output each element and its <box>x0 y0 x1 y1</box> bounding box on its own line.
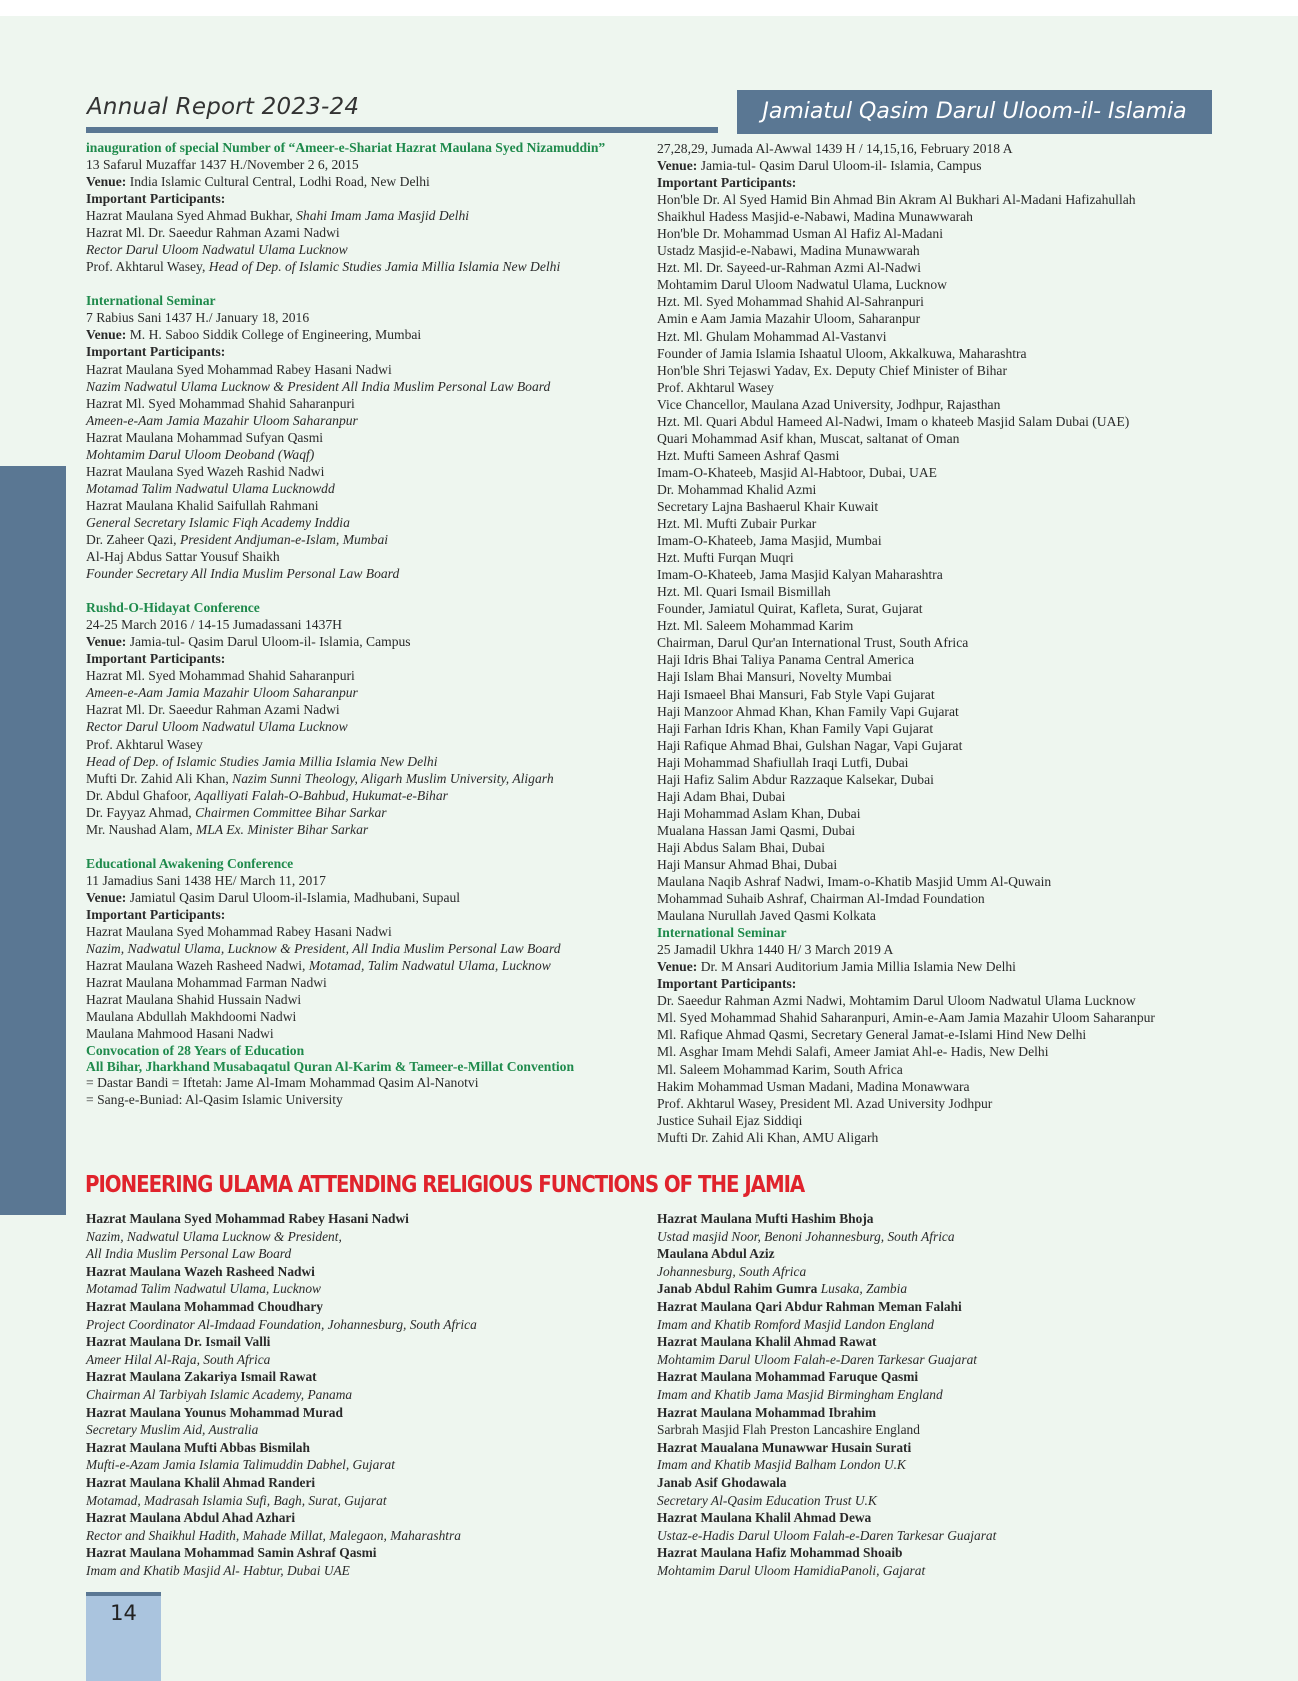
scholar-name: Hazrat Maulana Hafiz Mohammad Shoaib <box>657 1545 903 1561</box>
participant-line: Haji Mohammad Aslam Khan, Dubai <box>657 805 861 821</box>
participant-line: Haji Adam Bhai, Dubai <box>657 788 786 804</box>
participant <box>86 787 646 804</box>
participant-line: Hzt. Ml. Saleem Mohammad Karim <box>657 618 854 634</box>
participant-line: Maulana Naqib Ashraf Nadwi, Imam-o-Khatib Masjid Umm Al-Quwain <box>657 874 1052 890</box>
convocation-title: Convocation of 28 Years of Education <box>86 1043 305 1059</box>
participant-role: Nazim Sunni Theology, Aligarh Muslim University, Aligarh <box>232 770 554 786</box>
scholar-name: Hazrat Maulana Dr. Ismail Valli <box>86 1334 271 1350</box>
participant-line: Haji Idris Bhai Taliya Panama Central America <box>657 652 914 668</box>
participant-name: Hazrat Maulana Wazeh Rasheed Nadwi, <box>86 958 309 974</box>
scholar-role: Imam and Khatib Romford Masjid Landon England <box>657 1316 934 1332</box>
participant-name: Hazrat Ml. Dr. Saeedur Rahman Azami Nadwi <box>86 702 340 718</box>
participant-line: Shaikhul Hadess Masjid-e-Nabawi, Madina Munawwarah <box>657 209 973 225</box>
participants-label: Important Participants: <box>86 191 226 207</box>
event-title: Rushd-O-Hidayat Conference <box>86 600 260 616</box>
participant-role: Shahi Imam Jama Masjid Delhi <box>296 208 470 224</box>
participant-line: Haji Farhan Idris Khan, Khan Family Vapi Gujarat <box>657 720 934 736</box>
participants-label: Important Participants: <box>657 175 797 191</box>
participant-line: Haji Mohammad Shafiullah Iraqi Lutfi, Dubai <box>657 754 909 770</box>
participant-line: Hzt. Ml. Quari Abdul Hameed Al-Nadwi, Imam o khateeb Masjid Salam Dubai (UAE) <box>657 413 1130 429</box>
scholar-role: Mohtamim Darul Uloom Falah-e-Daren Tarkesar Guajarat <box>657 1351 978 1367</box>
venue-text: Dr. M Ansari Auditorium Jamia Millia Islamia New Delhi <box>700 959 1016 975</box>
participant-role: Ameen-e-Aam Jamia Mazahir Uloom Saharanpur <box>86 412 358 428</box>
scholar-name: Hazrat Maulana Khalil Ahmad Rawat <box>657 1334 877 1350</box>
participant-line: Quari Mohammad Asif khan, Muscat, saltanat of Oman <box>657 430 960 446</box>
participant-role: President Andjuman-e-Islam, Mumbai <box>179 531 389 547</box>
scholar-name: Hazrat Maulana Wazeh Rasheed Nadwi <box>86 1263 315 1279</box>
participant-line: Hon'ble Dr. Al Syed Hamid Bin Ahmad Bin Akram Al Bukhari Al-Madani Hafizahullah <box>657 192 1136 208</box>
institution-banner: Jamiatul Qasim Darul Uloom-il- Islamia <box>737 90 1212 134</box>
participant-line: Hakim Mohammad Usman Madani, Madina Monawwara <box>657 1078 970 1094</box>
participant-line: Haji Islam Bhai Mansuri, Novelty Mumbai <box>657 669 892 685</box>
scholar-name: Hazrat Maulana Mufti Abbas Bismilah <box>86 1439 310 1455</box>
spacer <box>86 275 646 292</box>
scholar-role: Ustad masjid Noor, Benoni Johannesburg, South Africa <box>657 1228 955 1244</box>
event-date: 11 Jamadius Sani 1438 HE/ March 11, 2017 <box>86 872 326 888</box>
event-venue <box>657 958 1257 975</box>
participant-line: Maulana Nurullah Javed Qasmi Kolkata <box>657 908 876 924</box>
participant-line: Haji Ismaeel Bhai Mansuri, Fab Style Vapi Gujarat <box>657 686 935 702</box>
scholar-role: Imam and Khatib Jama Masjid Birmingham England <box>657 1386 943 1402</box>
participant-line: Ml. Saleem Mohammad Karim, South Africa <box>657 1061 903 1077</box>
venue-label: Venue: <box>657 959 698 975</box>
participant <box>86 957 646 974</box>
scholar-name: Hazrat Maulana Mohammad Choudhary <box>86 1298 323 1314</box>
participant-name: Hazrat Maulana Mohammad Farman Nadwi <box>86 975 327 991</box>
participant-name: Dr. Abdul Ghafoor, <box>86 787 195 803</box>
left-column <box>86 140 646 1108</box>
participant-line: Ustadz Masjid-e-Nabawi, Madina Munawwarah <box>657 243 920 259</box>
participant-role: MLA Ex. Minister Bihar Sarkar <box>195 821 369 837</box>
participant-role: Nazim, Nadwatul Ulama, Lucknow & President, All India Muslim Personal Law Board <box>86 941 561 957</box>
sang-e-buniad-note: = Sang-e-Buniad: Al-Qasim Islamic University <box>86 1092 343 1108</box>
participant-line: Mufti Dr. Zahid Ali Khan, AMU Aligarh <box>657 1129 879 1145</box>
participant-line: Chairman, Darul Qur'an International Trust, South Africa <box>657 635 969 651</box>
right-column <box>657 140 1257 1146</box>
participant-name: Hazrat Maulana Khalid Saifullah Rahmani <box>86 497 319 513</box>
participant <box>86 207 646 224</box>
participant-name: Hazrat Ml. Syed Mohammad Shahid Saharanpuri <box>86 395 355 411</box>
participant-name: Hazrat Maulana Syed Wazeh Rashid Nadwi <box>86 463 325 479</box>
participant-line: Dr. Mohammad Khalid Azmi <box>657 481 817 497</box>
participant-line: Amin e Aam Jamia Mazahir Uloom, Saharanpur <box>657 311 921 327</box>
participant-role: Rector Darul Uloom Nadwatul Ulama Lucknow <box>86 242 348 258</box>
scholar-role: Rector and Shaikhul Hadith, Mahade Millat, Malegaon, Maharashtra <box>86 1527 461 1543</box>
participant-name: Prof. Akhtarul Wasey, <box>86 259 209 275</box>
venue-text: Jamia-tul- Qasim Darul Uloom-il- Islamia, Campus <box>129 634 411 650</box>
participant-line: Hzt. Ml. Quari Ismail Bismillah <box>657 584 831 600</box>
participant-line: Hzt. Mufti Sameen Ashraf Qasmi <box>657 447 840 463</box>
scholar-role: Ustaz-e-Hadis Darul Uloom Falah-e-Daren Tarkesar Guajarat <box>657 1527 997 1543</box>
report-title: Annual Report 2023-24 <box>87 94 360 120</box>
participant-line: Hzt. Ml. Dr. Sayeed-ur-Rahman Azmi Al-Nadwi <box>657 260 921 276</box>
event-date: 24-25 March 2016 / 14-15 Jumadassani 1437H <box>86 617 342 633</box>
event-venue <box>86 173 646 190</box>
scholar-name: Hazrat Maulana Khalil Ahmad Dewa <box>657 1510 872 1526</box>
scholar-name: Hazrat Maulana Younus Mohammad Murad <box>86 1404 343 1420</box>
scholar-name: Hazrat Maulana Syed Mohammad Rabey Hasani Nadwi <box>86 1211 409 1226</box>
participant <box>86 770 646 787</box>
participant-role: Motamad Talim Nadwatul Ulama Lucknowdd <box>86 480 335 496</box>
scholar-name: Hazrat Maulana Mohammad Samin Ashraf Qasmi <box>86 1545 377 1561</box>
participant-role: Head of Dep. of Islamic Studies Jamia Millia Islamia New Delhi <box>208 259 561 275</box>
participant-line: Vice Chancellor, Maulana Azad University, Jodhpur, Rajasthan <box>657 396 1001 412</box>
scholar-name: Hazrat Maulana Mufti Hashim Bhoja <box>657 1211 874 1226</box>
scholar-name: Janab Asif Ghodawala <box>657 1474 787 1490</box>
participant-name: Hazrat Ml. Dr. Saeedur Rahman Azami Nadwi <box>86 225 340 241</box>
participant-line: Hzt. Mufti Furqan Muqri <box>657 550 794 566</box>
venue-text: Jamia-tul- Qasim Darul Uloom-il- Islamia, Campus <box>700 158 982 174</box>
venue-label: Venue: <box>657 158 698 174</box>
scholar-role: Project Coordinator Al-Imdaad Foundation, Johannesburg, South Africa <box>86 1316 477 1332</box>
section-heading: PIONEERING ULAMA ATTENDING RELIGIOUS FUNCTIONS OF THE JAMIA <box>85 1172 805 1198</box>
participant-name: Hazrat Maulana Syed Mohammad Rabey Hasani Nadwi <box>86 923 392 939</box>
participant-line: Imam-O-Khateeb, Jama Masjid, Mumbai <box>657 533 882 549</box>
dastar-bandi-note: = Dastar Bandi = Iftetah: Jame Al-Imam Mohammad Qasim Al-Nanotvi <box>86 1075 479 1091</box>
event-venue <box>86 633 646 650</box>
scholar-role: Mufti-e-Azam Jamia Islamia Talimuddin Dabhel, Gujarat <box>86 1457 395 1473</box>
scholar-role: All India Muslim Personal Law Board <box>86 1246 292 1262</box>
convention-title: All Bihar, Jharkhand Musabaqatul Quran Al-Karim & Tameer-e-Millat Convention <box>86 1059 575 1075</box>
participant <box>86 258 646 275</box>
participant-name: Hazrat Maulana Syed Mohammad Rabey Hasani Nadwi <box>86 361 392 377</box>
participant-role: Founder Secretary All India Muslim Personal Law Board <box>86 566 400 582</box>
venue-label: Venue: <box>86 889 127 905</box>
participant-line: Mohtamim Darul Uloom Nadwatul Ulama, Lucknow <box>657 277 947 293</box>
participants-label: Important Participants: <box>86 344 226 360</box>
participant-line: Hzt. Ml. Mufti Zubair Purkar <box>657 516 817 532</box>
participant-line: Hon'ble Shri Tejaswi Yadav, Ex. Deputy Chief Minister of Bihar <box>657 362 1007 378</box>
participant-line: Hon'ble Dr. Mohammad Usman Al Hafiz Al-Madani <box>657 226 943 242</box>
scholar-role: Sarbrah Masjid Flah Preston Lancashire England <box>657 1422 920 1438</box>
participant-name: Hazrat Ml. Syed Mohammad Shahid Saharanpuri <box>86 668 355 684</box>
participant-line: Ml. Rafique Ahmad Qasmi, Secretary General Jamat-e-Islami Hind New Delhi <box>657 1027 1087 1043</box>
scholar-role: Motamad Talim Nadwatul Ulama, Lucknow <box>86 1281 321 1297</box>
participant-list <box>657 992 1257 1145</box>
participant-role: Head of Dep. of Islamic Studies Jamia Millia Islamia New Delhi <box>86 753 438 769</box>
participant-line: Hzt. Ml. Ghulam Mohammad Al-Vastanvi <box>657 328 887 344</box>
participant-line: Founder, Jamiatul Quirat, Kafleta, Surat, Gujarat <box>657 601 923 617</box>
participants-label: Important Participants: <box>657 976 797 992</box>
scholar-entry <box>657 1280 1257 1298</box>
event-date: 13 Safarul Muzaffar 1437 H./November 2 6, 2015 <box>86 157 359 172</box>
scholar-role: Chairman Al Tarbiyah Islamic Academy, Panama <box>86 1386 353 1402</box>
participant-role: Rector Darul Uloom Nadwatul Ulama Lucknow <box>86 719 348 735</box>
participant-role: Motamad, Talim Nadwatul Ulama, Lucknow <box>308 958 551 974</box>
scholar-role: Mohtamim Darul Uloom HamidiaPanoli, Gajarat <box>657 1562 926 1578</box>
scholar-name: Hazrat Maualana Munawwar Husain Surati <box>657 1439 912 1455</box>
scholar-name: Hazrat Maulana Mohammad Faruque Qasmi <box>657 1369 919 1385</box>
participant-name: Maulana Mahmood Hasani Nadwi <box>86 1026 274 1042</box>
participant <box>86 531 646 548</box>
participant-name: Prof. Akhtarul Wasey <box>86 736 203 752</box>
event-title: inauguration of special Number of “Ameer-e-Shariat Hazrat Maulana Syed Nizamuddin” <box>86 140 606 155</box>
scholar-role: Johannesburg, South Africa <box>657 1263 807 1279</box>
scholar-role: Motamad, Madrasah Islamia Sufi, Bagh, Surat, Gujarat <box>86 1492 387 1508</box>
participant-name: Mr. Naushad Alam, <box>86 821 196 837</box>
venue-label: Venue: <box>86 634 127 650</box>
decorative-side-band <box>0 466 66 1215</box>
participant-line: Founder of Jamia Islamia Ishaatul Uloom, Akkalkuwa, Maharashtra <box>657 345 1027 361</box>
participants-label: Important Participants: <box>86 651 226 667</box>
scholar-name: Hazrat Maulana Zakariya Ismail Rawat <box>86 1369 317 1385</box>
scholar-role: Lusaka, Zambia <box>817 1281 908 1297</box>
event-venue <box>86 326 646 343</box>
participant-line: Haji Rafique Ahmad Bhai, Gulshan Nagar, Vapi Gujarat <box>657 737 963 753</box>
participant-line: Haji Mansur Ahmad Bhai, Dubai <box>657 856 838 872</box>
scholar-name: Hazrat Maulana Qari Abdur Rahman Meman Falahi <box>657 1298 962 1314</box>
participant-line: Secretary Lajna Bashaerul Khair Kuwait <box>657 498 879 514</box>
scholar-role: Imam and Khatib Masjid Balham London U.K <box>657 1457 906 1473</box>
participant-line: Hzt. Ml. Syed Mohammad Shahid Al-Sahranpuri <box>657 294 924 310</box>
participant-name: Al-Haj Abdus Sattar Yousuf Shaikh <box>86 549 280 565</box>
scholar-role: Nazim, Nadwatul Ulama Lucknow & President, <box>86 1228 342 1244</box>
participant-line: Haji Hafiz Salim Abdur Razzaque Kalsekar, Dubai <box>657 771 934 787</box>
scholar-name: Janab Abdul Rahim Gumra <box>657 1281 818 1297</box>
venue-label: Venue: <box>86 327 127 343</box>
participant-role: Chairmen Committee Bihar Sarkar <box>195 804 387 820</box>
participant-role: Aqalliyati Falah-O-Bahbud, Hukumat-e-Bihar <box>194 787 448 803</box>
participant-line: Imam-O-Khateeb, Masjid Al-Habtoor, Dubai, UAE <box>657 464 937 480</box>
participant-line: Imam-O-Khateeb, Jama Masjid Kalyan Maharashtra <box>657 567 943 583</box>
participant-list <box>657 191 1257 924</box>
spacer <box>86 582 646 599</box>
event-date: 27,28,29, Jumada Al-Awwal 1439 H / 14,15,16, February 2018 A <box>657 141 1013 156</box>
event-title: Educational Awakening Conference <box>86 855 294 871</box>
participant-role: Ameen-e-Aam Jamia Mazahir Uloom Saharanpur <box>86 685 358 701</box>
page-number-rule <box>86 1592 161 1596</box>
participants-label: Important Participants: <box>86 906 226 922</box>
participant-name: Hazrat Maulana Syed Ahmad Bukhar, <box>86 208 297 224</box>
participant-name: Hazrat Maulana Mohammad Sufyan Qasmi <box>86 429 324 445</box>
participant-name: Dr. Fayyaz Ahmad, <box>86 804 196 820</box>
participant-name: Maulana Abdullah Makhdoomi Nadwi <box>86 1009 297 1025</box>
participant-name: Hazrat Maulana Shahid Hussain Nadwi <box>86 992 302 1008</box>
participant-line: Ml. Syed Mohammad Shahid Saharanpuri, Amin-e-Aam Jamia Mazahir Uloom Saharanpur <box>657 1010 1155 1026</box>
participant-role: Nazim Nadwatul Ulama Lucknow & President All India Muslim Personal Law Board <box>86 378 551 394</box>
participant <box>86 804 646 821</box>
venue-label: Venue: <box>86 174 127 190</box>
participant-line: Mualana Hassan Jami Qasmi, Dubai <box>657 822 856 838</box>
scholar-name: Maulana Abdul Aziz <box>657 1246 775 1262</box>
scholar-name: Hazrat Maulana Khalil Ahmad Randeri <box>86 1474 316 1490</box>
event-venue <box>86 889 646 906</box>
participant-line: Ml. Asghar Imam Mehdi Salafi, Ameer Jamiat Ahl-e- Hadis, New Delhi <box>657 1044 1049 1060</box>
participant-line: Dr. Saeedur Rahman Azmi Nadwi, Mohtamim Darul Uloom Nadwatul Ulama Lucknow <box>657 993 1136 1009</box>
participant-line: Haji Manzoor Ahmad Khan, Khan Family Vapi Gujarat <box>657 703 959 719</box>
scholar-role: Imam and Khatib Masjid Al- Habtur, Dubai UAE <box>86 1562 350 1578</box>
participant-line: Mohammad Suhaib Ashraf, Chairman Al-Imdad Foundation <box>657 891 985 907</box>
event-title: International Seminar <box>657 925 787 941</box>
scholar-role: Secretary Al-Qasim Education Trust U.K <box>657 1492 877 1508</box>
participant-line: Justice Suhail Ejaz Siddiqi <box>657 1112 803 1128</box>
ulama-list-right <box>657 1210 1257 1579</box>
participant-line: Prof. Akhtarul Wasey, President Ml. Azad University Jodhpur <box>657 1095 993 1111</box>
venue-text: Jamiatul Qasim Darul Uloom-il-Islamia, Madhubani, Supaul <box>129 889 461 905</box>
header-rule <box>86 127 718 133</box>
participant <box>86 821 646 838</box>
venue-text: M. H. Saboo Siddik College of Engineering, Mumbai <box>129 327 422 343</box>
participant-name: Dr. Zaheer Qazi, <box>86 531 180 547</box>
participant-name: Mufti Dr. Zahid Ali Khan, <box>86 770 233 786</box>
page-number: 14 <box>110 1601 137 1625</box>
participant-line: Haji Abdus Salam Bhai, Dubai <box>657 839 826 855</box>
event-venue <box>657 157 1257 174</box>
venue-text: India Islamic Cultural Central, Lodhi Road, New Delhi <box>129 174 430 190</box>
spacer <box>86 838 646 855</box>
scholar-role: Secretary Muslim Aid, Australia <box>86 1422 259 1438</box>
participant-line: Prof. Akhtarul Wasey <box>657 379 774 395</box>
participant-role: General Secretary Islamic Fiqh Academy Inddia <box>86 514 350 530</box>
scholar-role: Ameer Hilal Al-Raja, South Africa <box>86 1351 271 1367</box>
event-date: 7 Rabius Sani 1437 H./ January 18, 2016 <box>86 310 310 326</box>
scholar-name: Hazrat Maulana Abdul Ahad Azhari <box>86 1510 296 1526</box>
ulama-list-left <box>86 1210 646 1579</box>
participant-role: Mohtamim Darul Uloom Deoband (Waqf) <box>86 446 315 462</box>
event-date: 25 Jamadil Ukhra 1440 H/ 3 March 2019 A <box>657 942 894 958</box>
event-title: International Seminar <box>86 293 216 309</box>
scholar-name: Hazrat Maulana Mohammad Ibrahim <box>657 1404 877 1420</box>
